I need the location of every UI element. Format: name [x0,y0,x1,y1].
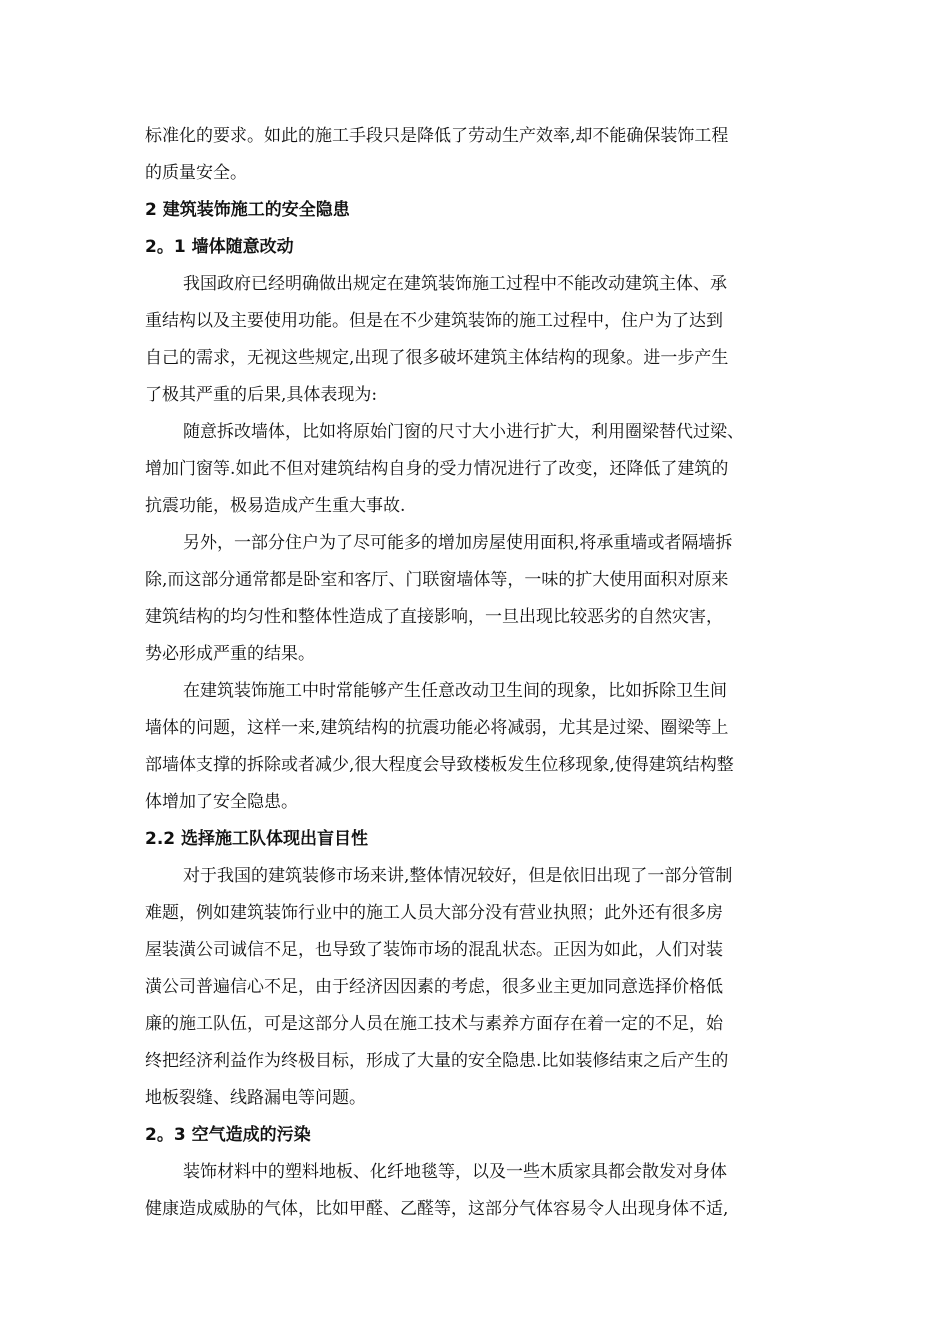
section-heading: 2 建筑装饰施工的安全隐患 [145,200,350,220]
text-line: 重结构以及主要使用功能。但是在不少建筑装饰的施工过程中，住户为了达到 [145,311,723,331]
text-line: 墙体的问题，这样一来,建筑结构的抗震功能必将减弱，尤其是过梁、圈梁等上 [145,718,729,738]
text-line: 廉的施工队伍，可是这部分人员在施工技术与素养方面存在着一定的不足，始 [145,1014,723,1034]
text-line: 在建筑装饰施工中时常能够产生任意改动卫生间的现象，比如拆除卫生间 [183,681,727,701]
text-line: 潢公司普遍信心不足，由于经济因因素的考虑，很多业主更加同意选择价格低 [145,977,723,997]
subsection-heading: 2.2 选择施工队体现出盲目性 [145,829,369,849]
text-line: 难题，例如建筑装饰行业中的施工人员大部分没有营业执照；此外还有很多房 [145,903,723,923]
text-line: 另外，一部分住户为了尽可能多的增加房屋使用面积,将承重墙或者隔墙拆 [183,533,733,553]
subsection-heading: 2。1 墙体随意改动 [145,237,294,257]
text-line: 对于我国的建筑装修市场来讲,整体情况较好，但是依旧出现了一部分管制 [183,866,733,886]
text-line: 我国政府已经明确做出规定在建筑装饰施工过程中不能改动建筑主体、承 [183,274,727,294]
text-line: 随意拆改墙体，比如将原始门窗的尺寸大小进行扩大，利用圈梁替代过梁、 [183,422,744,442]
text-line: 健康造成威胁的气体，比如甲醛、乙醛等，这部分气体容易令人出现身体不适, [145,1199,729,1219]
text-line: 的质量安全。 [145,163,247,183]
paragraph [145,858,815,1117]
text-line: 体增加了安全隐患。 [145,792,298,812]
text-line: 终把经济利益作为终极目标，形成了大量的安全隐患.比如装修结束之后产生的 [145,1051,729,1071]
paragraph [145,673,815,821]
text-line: 增加门窗等.如此不但对建筑结构自身的受力情况进行了改变，还降低了建筑的 [145,459,729,479]
paragraph [145,118,815,192]
text-line: 建筑结构的均匀性和整体性造成了直接影响，一旦出现比较恶劣的自然灾害， [145,607,723,627]
text-line: 部墙体支撑的拆除或者减少,很大程度会导致楼板发生位移现象,使得建筑结构整 [145,755,734,775]
text-line: 地板裂缝、线路漏电等问题。 [145,1088,366,1108]
text-line: 了极其严重的后果,具体表现为: [145,385,378,405]
paragraph [145,1154,815,1228]
text-line: 抗震功能，极易造成产生重大事故. [145,496,406,516]
paragraph [145,525,815,673]
subsection-heading: 2。3 空气造成的污染 [145,1125,311,1145]
text-line: 屋装潢公司诚信不足，也导致了装饰市场的混乱状态。正因为如此，人们对装 [145,940,723,960]
paragraph [145,414,815,525]
text-line: 自己的需求，无视这些规定,出现了很多破坏建筑主体结构的现象。进一步产生 [145,348,729,368]
text-line: 势必形成严重的结果。 [145,644,315,664]
text-line: 除,而这部分通常都是卧室和客厅、门联窗墙体等，一味的扩大使用面积对原来 [145,570,729,590]
paragraph [145,266,815,414]
document-body [145,118,815,1228]
text-line: 装饰材料中的塑料地板、化纤地毯等，以及一些木质家具都会散发对身体 [183,1162,727,1182]
text-line: 标准化的要求。如此的施工手段只是降低了劳动生产效率,却不能确保装饰工程 [145,126,729,146]
